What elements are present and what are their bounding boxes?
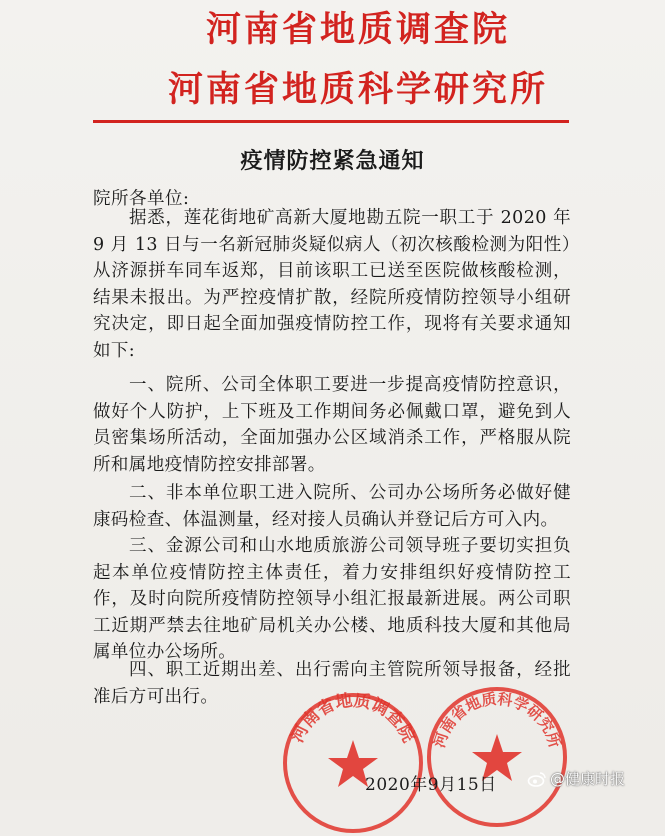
- official-seal-1: [280, 690, 426, 836]
- svg-text:河南省地质调查院: [288, 690, 420, 746]
- weibo-icon: [527, 771, 547, 787]
- red-divider: [93, 120, 569, 123]
- paragraph-intro: 据悉，莲花街地矿高新大厦地勘五院一职工于 2020 年 9 月 13 日与一名新冠肺炎疑似病人（初次核酸检测为阳性）从济源拼车同车返郑，目前该职工已送至医院做核酸检测，结果未报出。为严控疫情扩散，经院所疫情防控领导小组研究决定，即日起全面加强疫情防控工作，现将有关要求通知如下:: [93, 208, 571, 361]
- salutation: 院所各单位:: [93, 189, 190, 209]
- header-org-name-2: 河南省地质科学研究所: [167, 69, 548, 110]
- seal-1-text: 河南省地质调查院: [287, 690, 419, 746]
- notice-title: 疫情防控紧急通知: [240, 148, 425, 174]
- source-watermark: [527, 768, 625, 789]
- paragraph-item-3: 三、金源公司和山水地质旅游公司领导班子要切实担负起本单位疫情防控主体责任，着力安排组织好疫情防控工作，及时向院所疫情防控领导小组汇报最新进展。两公司职工近期严禁去往地矿局机关办公楼、地质科技大厦和其他局属单位办公场所。: [93, 536, 571, 663]
- document-date: 2020年9月15日: [365, 775, 497, 795]
- paragraph-item-1: 一、院所、公司全体职工要进一步提高疫情防控意识，做好个人防护，上下班及工作期间务必佩戴口罩，避免到人员密集场所活动，全面加强办公区域消杀工作，严格服从院所和属地疫情防控安排部署。: [93, 375, 571, 475]
- paragraph-item-4: 四、职工近期出差、出行需向主管院所领导报备，经批准后方可出行。: [93, 660, 571, 707]
- header-org-name-1: 河南省地质调查院: [205, 9, 510, 50]
- watermark-text: @健康时报: [550, 770, 626, 788]
- official-seal-2: [424, 684, 570, 830]
- seal-2-text: 河南省地质科学研究所: [430, 689, 564, 750]
- paragraph-item-2: 二、非本单位职工进入院所、公司办公场所务必做好健康码检查、体温测量，经对接人员确认并登记后方可入内。: [93, 483, 571, 530]
